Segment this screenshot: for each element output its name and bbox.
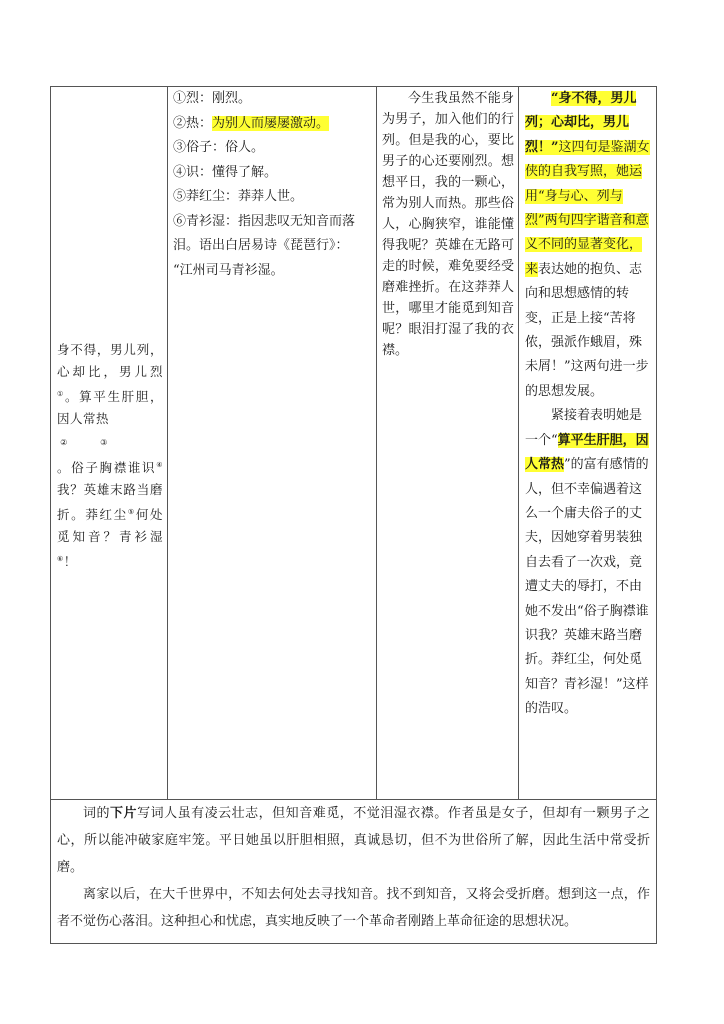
analysis-text: 表达她的抱负、志向和思想感情的转变，正是上接“苦将侬，强派作蛾眉，殊未屑！”这两句进一步的思想发展。 [525,261,649,399]
note-6-quote: “江州司马青衫湿。 [173,262,284,278]
summary-paragraph-2: 离家以后，在大千世界中，不知去何处去寻找知音。找不到知音，又将会受折磨。想到这一点，作者不觉伤心落泪。这种担心和忧虑，真实地反映了一个革命者刚踏上革命征途的思想状况。 [57,887,650,929]
note-4: ④识：懂得了解。 [173,164,278,180]
summary-keyword: 下片 [110,806,138,821]
analysis-paragraph-2 [525,404,652,721]
footnote-mark: ⑥ [57,555,64,564]
analysis-quote: 算平生肝胆，因人常热 [525,432,649,473]
footnote-mark: ③ [100,438,108,448]
summary-paragraph-1 [57,800,650,881]
summary-text: 写词人虽有凌云壮志，但知音难觅，不觉泪湿衣襟。作者虽是女子，但却有一颗男子之心，所以能冲破家庭牢笼。平日她虽以肝胆相照，真诚恳切，但不为世俗所了解，因此生活中常受折磨。 [57,806,650,875]
analysis-paragraph-1 [525,87,652,404]
annotation-table [50,86,657,944]
poem-line: 我？英雄末路当磨折。莽红尘 [57,482,163,523]
analysis-quote: “身不得，男儿列；心却比，男儿烈！” [525,91,637,155]
poem-line: ！ [63,554,77,570]
note-5: ⑤莽红尘：莽莽人世。 [173,189,304,204]
poem-line: 何处觅知音？青衫湿 [57,507,163,545]
note-6: ⑥青衫湿：指因悲叹无知音而落泪。语出白居易诗《琵琶行》： [173,213,356,253]
note-2 [173,112,372,137]
analysis-text: ”的富有感情的人，但不幸偏遇着这么一个庸夫俗子的丈夫，因她穿着男装独自去看了一次戏，竟遭丈夫的辱打，不由她不发出“俗子胸襟谁识我？英雄末路当磨折。莽红尘，何处觅知音？青衫湿！”这样的浩叹。 [525,457,649,717]
summary-cell [51,800,656,935]
note-1: ①烈：刚烈。 [173,91,252,106]
poem-cell [51,87,167,799]
poem-line: 身不得，男儿列，心却比，男儿烈 [57,342,163,379]
footnote-mark: ① [57,390,65,398]
note-2-highlight: 为别人而屡屡激动。 [212,115,330,131]
poem-text [57,339,163,574]
footnote-mark: ⑤ [127,508,136,517]
footnote-mark: ④ [156,461,163,470]
footnote-mark: ② [60,438,68,448]
poem-line: 。算平生肝胆，因人常热 [57,389,163,427]
analysis-cell [519,87,656,799]
summary-text: 词的 [83,806,111,821]
translation-cell [377,87,518,799]
note-2-term: ②热： [173,115,213,131]
translation-text: 今生我虽然不能身为男子，加入他们的行列。但是我的心，要比男子的心还要刚烈。想想平日，我的一颗心，常为别人而热。那些俗人，心胸狭窄，谁能懂得我呢？英雄在无路可走的时候，难免要经受磨难挫折。在这莽莽人世，哪里才能觅到知音呢？眼泪打湿了我的衣襟。 [382,91,514,358]
note-3: ③俗子：俗人。 [173,140,265,155]
analysis-highlight: 这四句是鉴湖女侠的自我写照，她运用“身与心、列与烈”两句四字谐音和意义不同的显著变化，来 [525,139,650,277]
poem-line: 。俗子胸襟谁识 [57,460,157,476]
notes-cell [168,87,376,799]
analysis-text: 紧接着表明她是一个“ [525,408,643,448]
